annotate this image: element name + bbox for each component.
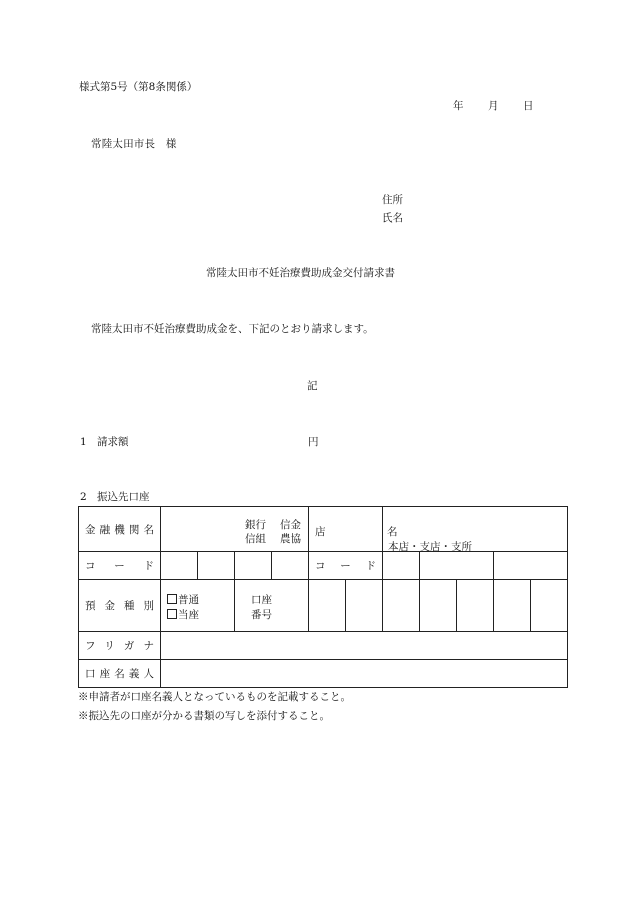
- account-digit-4[interactable]: [420, 580, 457, 632]
- bank-name-label: 金融機関名: [79, 507, 161, 552]
- bank-code-digit-2[interactable]: [198, 552, 235, 580]
- ordinary-checkbox[interactable]: [167, 594, 177, 604]
- account-table: [78, 506, 568, 688]
- item-2-number: 2: [80, 491, 87, 503]
- document-title: 常陸太田市不妊治療費助成金交付請求書: [206, 267, 395, 279]
- branch-name-label-cell: [309, 507, 398, 552]
- account-digit-7[interactable]: [531, 580, 568, 632]
- branch-name-cell[interactable]: [383, 507, 568, 552]
- bank-type-shinkumi: 信組: [245, 533, 266, 545]
- note-1: ※申請者が口座名義人となっているものを記載すること。: [78, 691, 351, 703]
- account-digit-2[interactable]: [346, 580, 383, 632]
- branch-code-label: コ ー ド: [309, 552, 383, 580]
- branch-label-b: 名: [387, 526, 398, 538]
- branch-types: 本店・支店・支所: [388, 541, 472, 553]
- body-text: 常陸太田市不妊治療費助成金を、下記のとおり請求します。: [91, 323, 374, 335]
- account-label-b: 番号: [251, 609, 272, 621]
- bank-name-cell[interactable]: [161, 507, 309, 552]
- note-2: ※振込先の口座が分かる書類の写しを添付すること。: [78, 710, 330, 722]
- code-row: [79, 552, 568, 580]
- account-digit-6[interactable]: [494, 580, 531, 632]
- deposit-row: [79, 580, 568, 632]
- item-1-unit: 円: [308, 436, 319, 448]
- furigana-label: フリガナ: [79, 632, 161, 660]
- deposit-ordinary-label: 普通: [178, 594, 199, 606]
- deposit-type-label: 預金種別: [79, 580, 161, 632]
- name-label: 氏名: [382, 212, 403, 224]
- bank-code-digit-3[interactable]: [235, 552, 272, 580]
- ki-heading: 記: [307, 380, 318, 392]
- item-1-label: 請求額: [97, 436, 129, 448]
- address-label: 住所: [382, 194, 403, 206]
- current-checkbox[interactable]: [167, 609, 177, 619]
- holder-cell[interactable]: [161, 660, 568, 688]
- addressee: 常陸太田市長 様: [91, 138, 177, 150]
- deposit-current-option[interactable]: [167, 607, 199, 622]
- deposit-ordinary-option[interactable]: [167, 592, 199, 607]
- account-label-a: 口座: [251, 594, 272, 606]
- furigana-cell[interactable]: [161, 632, 568, 660]
- date-month: 月: [488, 100, 499, 112]
- account-digit-5[interactable]: [457, 580, 494, 632]
- bank-code-digit-1[interactable]: [161, 552, 198, 580]
- deposit-type-cell: [161, 580, 235, 632]
- account-number-label-cell: [235, 580, 309, 632]
- account-digit-3[interactable]: [383, 580, 420, 632]
- bank-code-label: コ ー ド: [79, 552, 161, 580]
- bank-type-bank: 銀行: [245, 519, 266, 531]
- bank-type-shinkin: 信金: [280, 519, 301, 531]
- bank-code-digit-4[interactable]: [272, 552, 309, 580]
- date-year: 年: [453, 100, 464, 112]
- branch-code-digit-1[interactable]: [383, 552, 420, 580]
- holder-row: [79, 660, 568, 688]
- account-digit-1[interactable]: [309, 580, 346, 632]
- deposit-current-label: 当座: [178, 609, 199, 621]
- item-2-label: 振込先口座: [97, 491, 150, 503]
- holder-label: 口座名義人: [79, 660, 161, 688]
- branch-label-a: 店: [315, 526, 326, 538]
- item-1-number: 1: [80, 436, 87, 448]
- date-day: 日: [523, 100, 534, 112]
- branch-code-digit-3[interactable]: [494, 552, 568, 580]
- form-number: 様式第5号（第8条関係）: [79, 81, 198, 93]
- bank-type-nokyo: 農協: [280, 533, 301, 545]
- bank-name-row: [79, 507, 568, 552]
- branch-code-digit-2[interactable]: [420, 552, 494, 580]
- furigana-row: [79, 632, 568, 660]
